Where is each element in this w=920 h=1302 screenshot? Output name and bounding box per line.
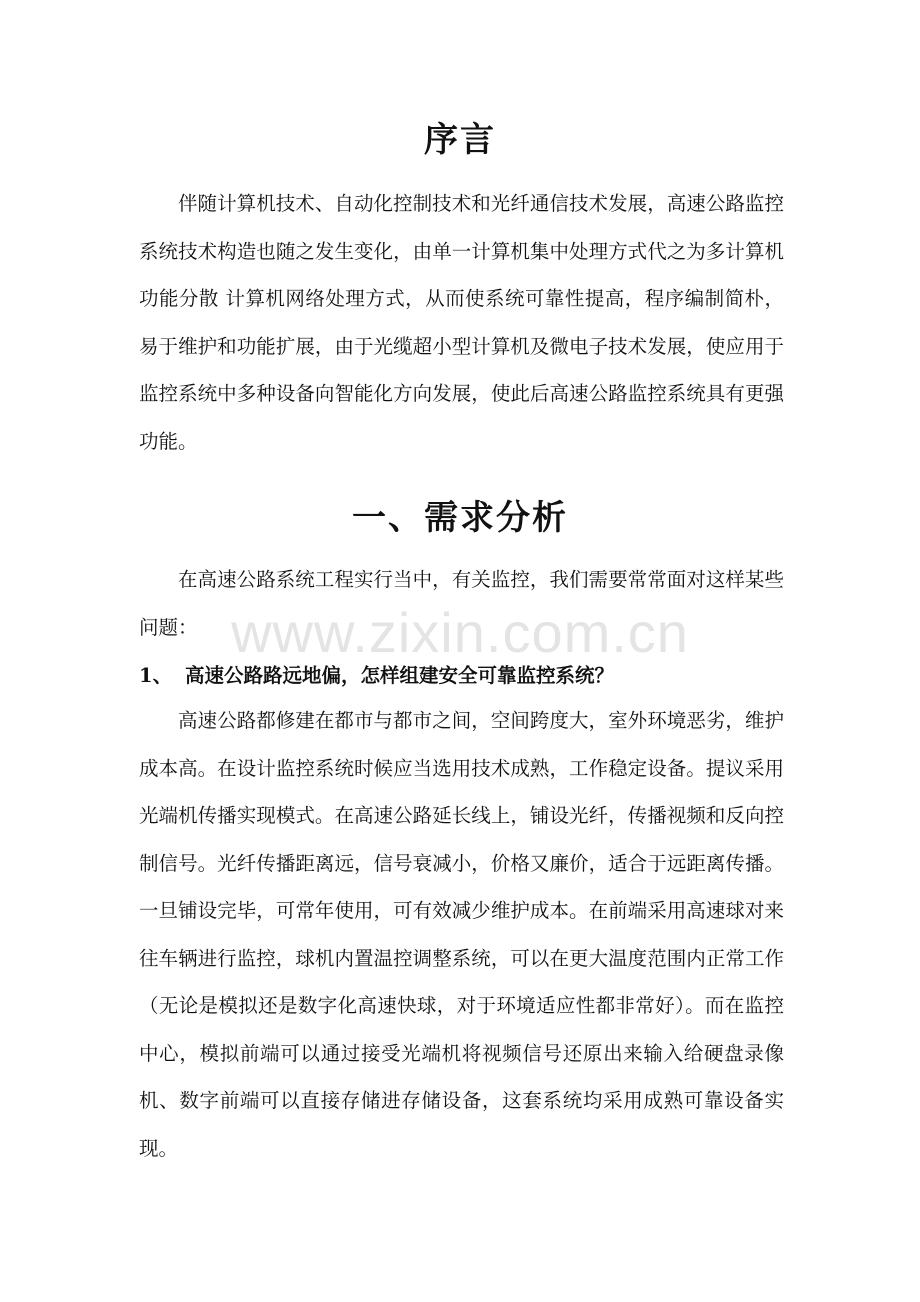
preface-paragraph: 伴随计算机技术、自动化控制技术和光纤通信技术发展，高速公路监控系统技术构造也随之发生变化，由单一计算机集中处理方式代之为多计算机功能分散 计算机网络处理方式，从而使系统可靠性提高，程序编制简朴，易于维护和功能扩展，由于光缆超小型计算机及微电子技术发展，使应用于监控系统中多种设备向智能化方向发展，使此后高速公路监控系统具有更强功能。 — [139, 192, 784, 453]
section-intro-paragraph: 在高速公路系统工程实行当中，有关监控，我们需要常常面对这样某些问题： — [139, 568, 784, 639]
preface-title: 序言 — [424, 120, 496, 160]
question-heading — [139, 661, 614, 691]
section-title: 一、需求分析 — [352, 498, 568, 538]
question-text: 高速公路路远地偏，怎样组建安全可靠监控系统？ — [185, 664, 615, 687]
question-number: 1、 — [139, 664, 173, 687]
answer-paragraph: 高速公路都修建在都市与都市之间，空间跨度大，室外环境恶劣，维护成本高。在设计监控系统时候应当选用技术成熟，工作稳定设备。提议采用光端机传播实现模式。在高速公路延长线上，铺设光纤，传播视频和反向控制信号。光纤传播距离远，信号衰减小，价格又廉价，适合于远距离传播。一旦铺设完毕，可常年使用，可有效减少维护成本。在前端采用高速球对来往车辆进行监控，球机内置温控调整系统，可以在更大温度范围内正常工作（无论是模拟还是数字化高速快球，对于环境适应性都非常好）。而在监控中心，模拟前端可以通过接受光端机将视频信号还原出来输入给硬盘录像机、数字前端可以直接存储进存储设备，这套系统均采用成熟可靠设备实现。 — [139, 709, 784, 1160]
watermark: www.zixin.com.cn — [231, 601, 689, 664]
